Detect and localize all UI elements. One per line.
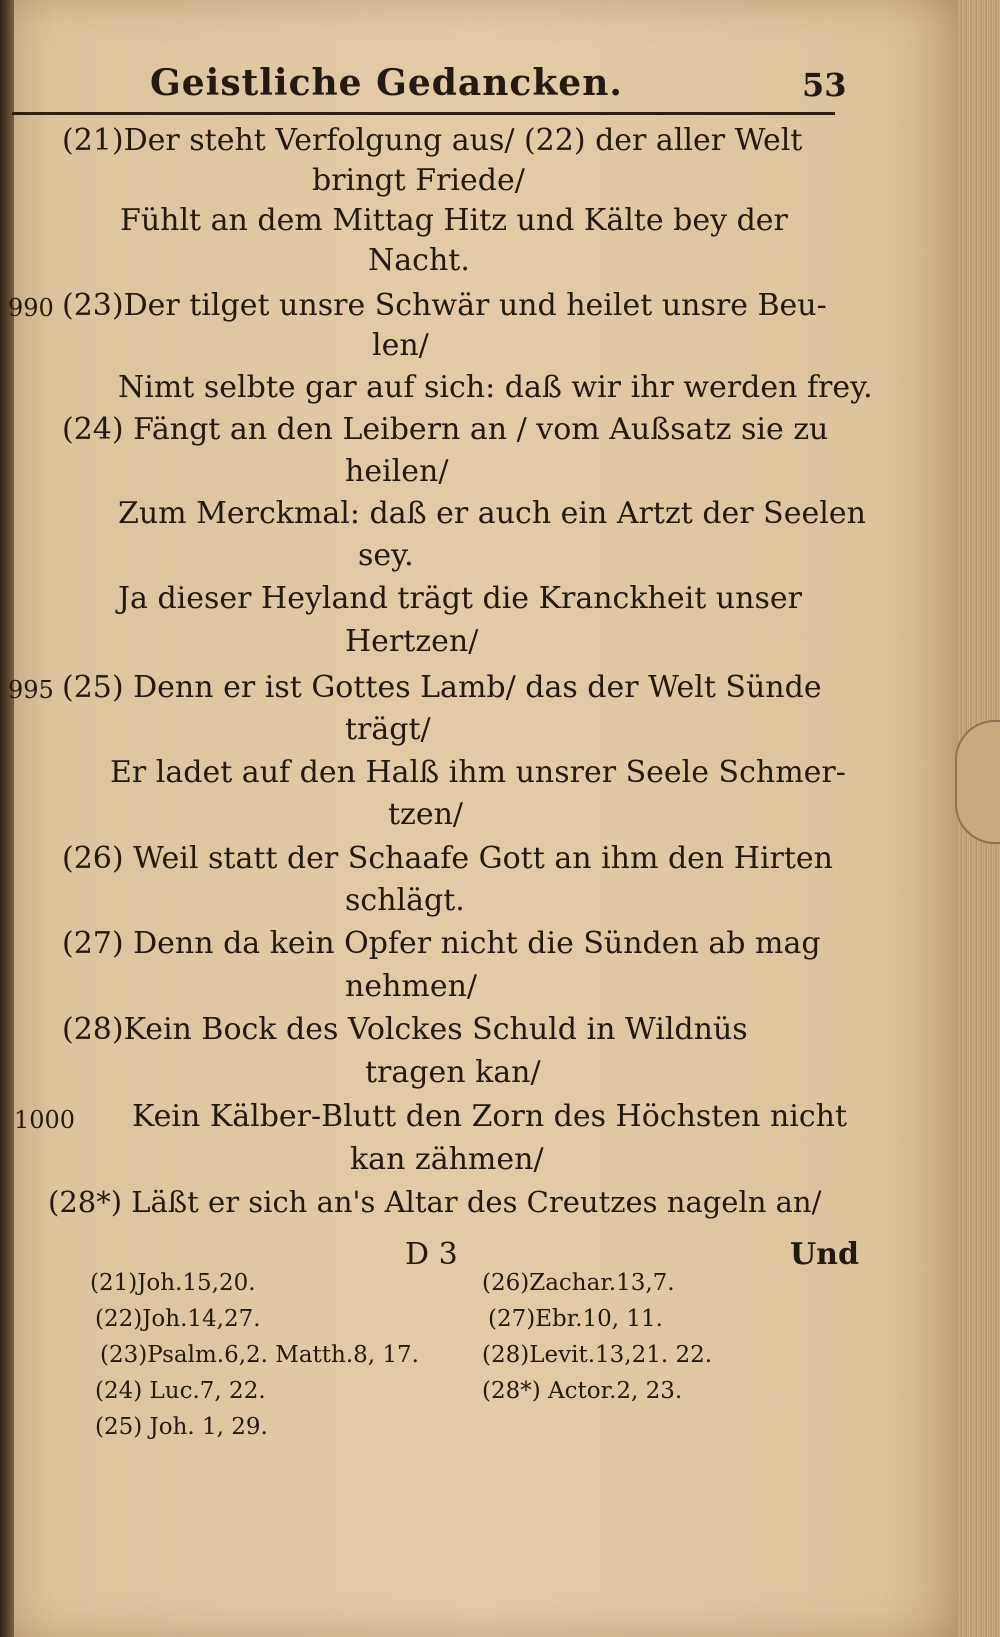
text-line: (21)Der steht Verfolgung aus/ (22) der aller Welt xyxy=(62,123,803,158)
footnote-right: (27)Ebr.10, 11. xyxy=(488,1306,663,1332)
signature-mark: D 3 xyxy=(405,1237,458,1272)
page-number: 53 xyxy=(802,66,847,104)
text-line: (24) Fängt an den Leibern an / vom Außsatz sie zu xyxy=(62,412,829,447)
text-line: Zum Merckmal: daß er auch ein Artzt der Seelen xyxy=(118,496,866,531)
text-line: Fühlt an dem Mittag Hitz und Kälte bey der xyxy=(120,203,788,238)
text-line: Kein Kälber-Blutt den Zorn des Höchsten nicht xyxy=(132,1099,848,1134)
footnote-right: (26)Zachar.13,7. xyxy=(482,1270,675,1296)
text-line: bringt Friede/ xyxy=(312,163,525,198)
book-gutter xyxy=(0,0,14,1637)
footnote-right: (28)Levit.13,21. 22. xyxy=(482,1342,713,1368)
footnote-left: (24) Luc.7, 22. xyxy=(95,1378,266,1404)
text-line: (26) Weil statt der Schaafe Gott an ihm den Hirten xyxy=(62,841,834,876)
text-line: nehmen/ xyxy=(345,969,478,1004)
thumb-tab xyxy=(955,720,1000,844)
text-line: (28)Kein Bock des Volckes Schuld in Wildnüs xyxy=(62,1012,748,1047)
catchword: Und xyxy=(790,1237,859,1272)
text-line: Ja dieser Heyland trägt die Kranckheit unser xyxy=(118,581,802,616)
text-line: tragen kan/ xyxy=(365,1055,541,1090)
running-head: Geistliche Gedancken. xyxy=(150,62,623,104)
verse-margin-number: 995 xyxy=(8,676,54,704)
text-line: (28*) Läßt er sich an's Altar des Creutzes nageln an/ xyxy=(48,1185,822,1219)
footnote-left: (22)Joh.14,27. xyxy=(95,1306,261,1332)
text-line: Hertzen/ xyxy=(345,624,479,659)
text-line: len/ xyxy=(372,328,429,363)
footnote-left: (25) Joh. 1, 29. xyxy=(95,1414,268,1440)
text-line: heilen/ xyxy=(345,454,449,489)
header-rule xyxy=(12,112,835,115)
text-line: sey. xyxy=(358,538,414,573)
text-line: (25) Denn er ist Gottes Lamb/ das der Welt Sünde xyxy=(62,670,822,705)
footnote-right: (28*) Actor.2, 23. xyxy=(482,1378,683,1404)
verse-margin-number: 1000 xyxy=(14,1106,76,1134)
verse-margin-number: 990 xyxy=(8,294,54,322)
footnote-left: (23)Psalm.6,2. Matth.8, 17. xyxy=(100,1342,419,1368)
text-line: Nimt selbte gar auf sich: daß wir ihr werden frey. xyxy=(118,370,873,405)
text-line: Er ladet auf den Halß ihm unsrer Seele Schmer- xyxy=(110,755,846,790)
footnote-left: (21)Joh.15,20. xyxy=(90,1270,256,1296)
text-line: trägt/ xyxy=(345,712,431,747)
text-line: (23)Der tilget unsre Schwär und heilet unsre Beu- xyxy=(62,288,827,323)
text-line: tzen/ xyxy=(388,797,464,832)
text-line: kan zähmen/ xyxy=(350,1142,544,1177)
text-line: Nacht. xyxy=(368,243,470,278)
text-line: schlägt. xyxy=(345,883,465,918)
text-line: (27) Denn da kein Opfer nicht die Sünden ab mag xyxy=(62,926,821,961)
